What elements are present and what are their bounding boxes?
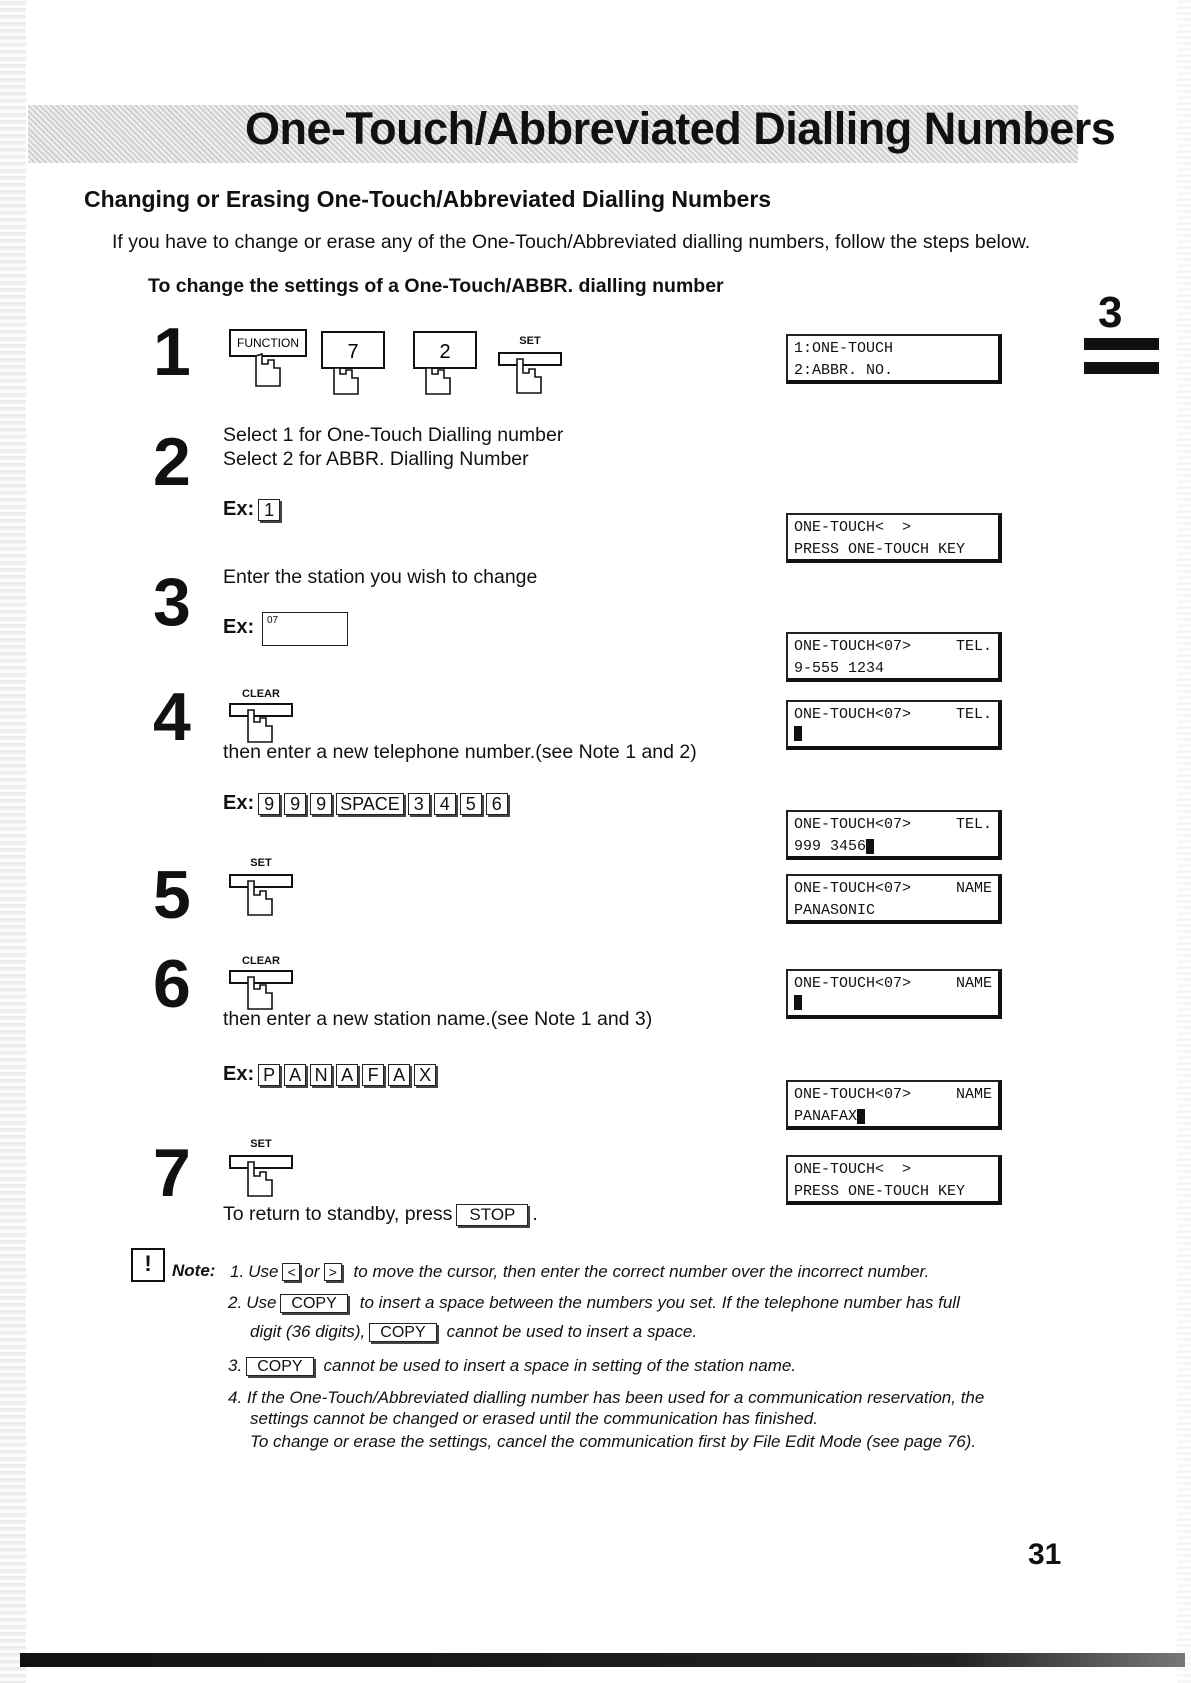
lcd-line: 9-555 1234 bbox=[794, 660, 885, 677]
note-text: cannot be used to insert a space in setting of the station name. bbox=[323, 1356, 797, 1375]
step-text: To return to standby, press bbox=[223, 1203, 453, 1225]
note-key: COPY bbox=[369, 1323, 436, 1342]
lcd-line: PRESS ONE-TOUCH KEY bbox=[794, 1183, 966, 1200]
set-key-press bbox=[228, 1138, 298, 1205]
set-key-label: SET bbox=[250, 1138, 272, 1150]
step-number: 5 bbox=[153, 857, 191, 933]
example-key: 9 bbox=[284, 793, 306, 815]
set-key-label: SET bbox=[250, 857, 272, 869]
example-line bbox=[223, 792, 508, 815]
example-key: F bbox=[362, 1064, 384, 1086]
press-hand-icon bbox=[228, 700, 298, 746]
note-2 bbox=[228, 1293, 960, 1313]
note-4-line2: settings cannot be changed or erased until the communication has finished. bbox=[250, 1409, 818, 1428]
lcd-line: 1:ONE-TOUCH bbox=[794, 340, 894, 357]
page-number: 31 bbox=[1028, 1538, 1062, 1571]
sub-title: To change the settings of a One-Touch/ABBR. dialling number bbox=[148, 275, 724, 297]
note-number: 3. bbox=[228, 1356, 243, 1375]
step-number: 3 bbox=[153, 564, 191, 640]
lcd-display bbox=[786, 810, 1002, 860]
lcd-line: ONE-TOUCH<07> bbox=[794, 638, 912, 655]
lcd-line: ONE-TOUCH< > bbox=[794, 1161, 912, 1178]
example-key: N bbox=[310, 1064, 332, 1086]
example-key: 3 bbox=[408, 793, 430, 815]
press-hand-icon bbox=[228, 328, 310, 396]
chapter-tab-bar bbox=[1084, 362, 1159, 374]
note-number: 4. bbox=[228, 1388, 243, 1407]
note-text: Use bbox=[246, 1293, 277, 1312]
clear-key-label: CLEAR bbox=[242, 688, 280, 700]
step-number: 4 bbox=[153, 679, 191, 755]
lcd-line: 2:ABBR. NO. bbox=[794, 362, 894, 379]
section-title: Changing or Erasing One-Touch/Abbreviated Dialling Numbers bbox=[84, 186, 772, 212]
press-hand-icon bbox=[497, 347, 567, 397]
step-text: Select 2 for ABBR. Dialling Number bbox=[223, 448, 529, 470]
lcd-line: ONE-TOUCH< > bbox=[794, 519, 912, 536]
note-number: 1. bbox=[230, 1262, 245, 1281]
note-3 bbox=[228, 1356, 796, 1376]
lcd-display bbox=[786, 700, 1002, 750]
lcd-display bbox=[786, 632, 1002, 682]
note-key: COPY bbox=[280, 1294, 347, 1313]
note-1 bbox=[230, 1262, 929, 1282]
example-label: Ex: bbox=[223, 1063, 255, 1085]
lcd-line: ONE-TOUCH<07> bbox=[794, 975, 912, 992]
note-2-line2 bbox=[250, 1322, 697, 1342]
note-4-line3: To change or erase the settings, cancel the communication first by File Edit Mode (see page 76). bbox=[250, 1432, 977, 1451]
note-key: > bbox=[324, 1263, 342, 1281]
example-key: 6 bbox=[486, 793, 508, 815]
example-label: Ex: bbox=[223, 616, 255, 638]
bottom-rule bbox=[20, 1653, 1185, 1667]
example-label: Ex: bbox=[223, 792, 255, 814]
page-title: One-Touch/Abbreviated Dialling Numbers bbox=[245, 103, 1116, 154]
lcd-display bbox=[786, 1080, 1002, 1130]
key-2-press bbox=[412, 330, 484, 403]
key-7-label: 7 bbox=[347, 341, 359, 363]
note-text: digit (36 digits), bbox=[250, 1322, 366, 1341]
lcd-mode: TEL. bbox=[955, 816, 992, 833]
note-text: If the One-Touch/Abbreviated dialling number has been used for a communication reservation, the bbox=[246, 1388, 985, 1407]
note-key: < bbox=[282, 1263, 300, 1281]
step-text: then enter a new station name.(see Note 1 and 3) bbox=[223, 1008, 653, 1030]
lcd-line: ONE-TOUCH<07> bbox=[794, 880, 912, 897]
cursor-block bbox=[794, 726, 802, 741]
chapter-number: 3 bbox=[1098, 288, 1123, 337]
clear-key-label: CLEAR bbox=[242, 955, 280, 967]
lcd-display bbox=[786, 513, 1002, 563]
step-text: . bbox=[532, 1203, 538, 1225]
function-key-press bbox=[228, 328, 310, 401]
step-number: 6 bbox=[153, 946, 191, 1022]
cursor-block bbox=[794, 995, 802, 1010]
lcd-line: ONE-TOUCH<07> bbox=[794, 706, 912, 723]
step-text: then enter a new telephone number.(see Note 1 and 2) bbox=[223, 741, 697, 763]
example-key: 4 bbox=[434, 793, 456, 815]
example-key: X bbox=[414, 1064, 436, 1086]
step-number: 1 bbox=[153, 314, 191, 390]
press-hand-icon bbox=[228, 869, 298, 919]
lcd-mode: NAME bbox=[955, 880, 992, 897]
standby-line bbox=[223, 1203, 538, 1226]
example-key: 9 bbox=[310, 793, 332, 815]
example-line bbox=[223, 498, 280, 521]
note-number: 2. bbox=[228, 1293, 243, 1312]
example-key: 9 bbox=[258, 793, 280, 815]
step-text: Select 1 for One-Touch Dialling number bbox=[223, 424, 564, 446]
lcd-display bbox=[786, 1155, 1002, 1205]
stop-key: STOP bbox=[456, 1204, 528, 1226]
scan-edge-left bbox=[0, 0, 26, 1683]
note-label: Note: bbox=[172, 1261, 216, 1280]
note-4 bbox=[228, 1388, 984, 1408]
example-key: A bbox=[388, 1064, 410, 1086]
press-hand-icon bbox=[228, 1150, 298, 1200]
lcd-line: PANASONIC bbox=[794, 902, 876, 919]
example-key: SPACE bbox=[336, 793, 404, 815]
press-hand-icon bbox=[320, 330, 392, 398]
example-line bbox=[223, 1063, 436, 1086]
press-hand-icon bbox=[228, 967, 298, 1013]
lcd-mode: NAME bbox=[955, 975, 992, 992]
function-key-label: FUNCTION bbox=[237, 336, 299, 350]
note-icon: ! bbox=[131, 1248, 165, 1282]
example-key: P bbox=[258, 1064, 280, 1086]
lcd-display bbox=[786, 334, 1002, 384]
set-key-press bbox=[228, 857, 298, 924]
note-text: or bbox=[304, 1262, 320, 1281]
step-number: 7 bbox=[153, 1135, 191, 1211]
example-key: A bbox=[284, 1064, 306, 1086]
example-entry-box: 07 bbox=[262, 612, 348, 646]
press-hand-icon bbox=[412, 330, 484, 398]
lcd-mode: NAME bbox=[955, 1086, 992, 1103]
example-key: A bbox=[336, 1064, 358, 1086]
lcd-mode: TEL. bbox=[955, 706, 992, 723]
chapter-tab-bar bbox=[1084, 338, 1159, 350]
note-text: to insert a space between the numbers you set. If the telephone number has full bbox=[359, 1293, 960, 1312]
set-key-press bbox=[497, 335, 567, 402]
lcd-line: ONE-TOUCH<07> bbox=[794, 1086, 912, 1103]
note-text: Use bbox=[248, 1262, 279, 1281]
step-number: 2 bbox=[153, 424, 191, 500]
cursor-block bbox=[857, 1109, 865, 1124]
set-key-label: SET bbox=[519, 335, 541, 347]
lcd-line: 999 3456 bbox=[794, 838, 867, 855]
example-key: 5 bbox=[460, 793, 482, 815]
lcd-mode: TEL. bbox=[955, 638, 992, 655]
intro-text: If you have to change or erase any of the One-Touch/Abbreviated dialling numbers, follow the steps below. bbox=[112, 231, 1031, 253]
note-key: COPY bbox=[246, 1357, 313, 1376]
lcd-line: PRESS ONE-TOUCH KEY bbox=[794, 541, 966, 558]
lcd-display bbox=[786, 874, 1002, 924]
step-text: Enter the station you wish to change bbox=[223, 566, 538, 588]
example-label: Ex: bbox=[223, 498, 255, 520]
scan-edge-right bbox=[1177, 0, 1191, 1683]
lcd-line: PANAFAX bbox=[794, 1108, 858, 1125]
note-text: cannot be used to insert a space. bbox=[446, 1322, 698, 1341]
cursor-block bbox=[866, 839, 874, 854]
note-text: to move the cursor, then enter the correct number over the incorrect number. bbox=[353, 1262, 930, 1281]
key-2-label: 2 bbox=[439, 341, 451, 363]
lcd-display bbox=[786, 969, 1002, 1019]
example-key: 1 bbox=[258, 499, 280, 521]
lcd-line: ONE-TOUCH<07> bbox=[794, 816, 912, 833]
key-7-press bbox=[320, 330, 392, 403]
